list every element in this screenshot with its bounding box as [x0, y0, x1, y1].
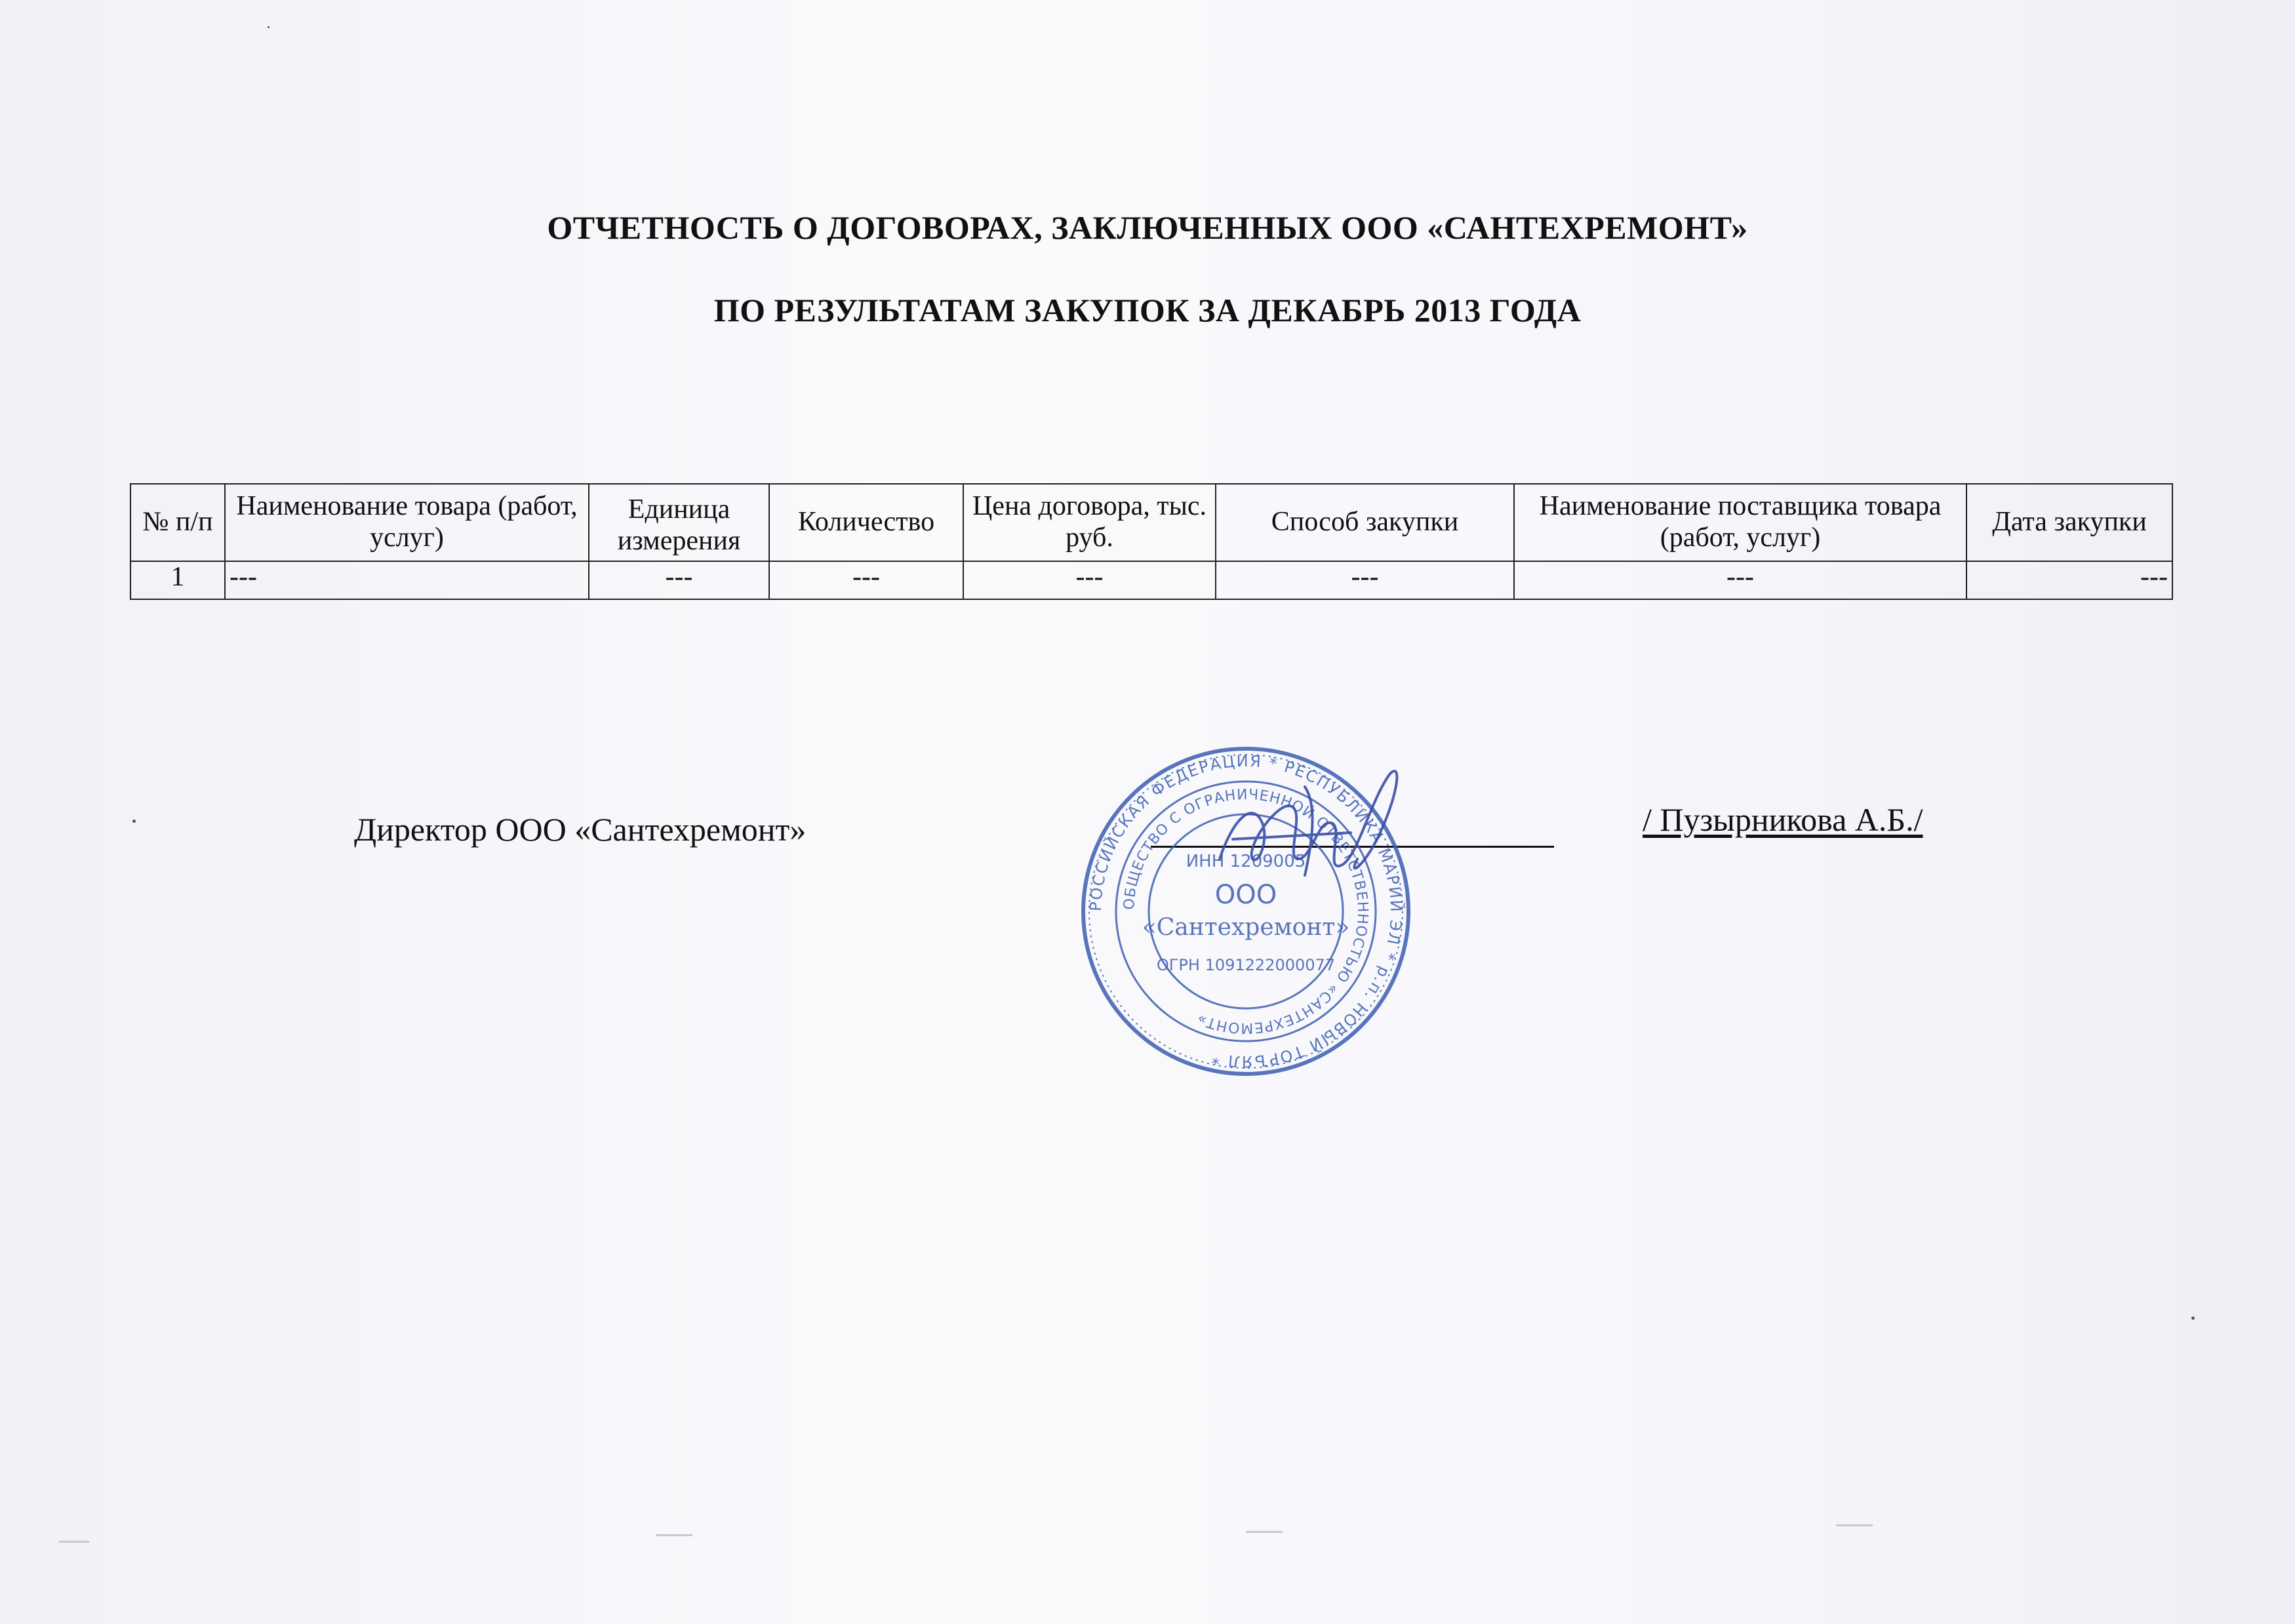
scan-mark	[1836, 1524, 1873, 1526]
seal-center-line-2: «Сантехремонт»	[1142, 914, 1350, 941]
column-header: Цена договора, тыс. руб.	[963, 484, 1216, 561]
document-title-line-1: ОТЧЕТНОСТЬ О ДОГОВОРАХ, ЗАКЛЮЧЕННЫХ ООО «САНТЕХРЕМОНТ»	[547, 209, 1748, 246]
column-header: Количество	[769, 484, 963, 561]
procurement-report-table	[130, 483, 2173, 600]
scan-mark	[1246, 1531, 1283, 1533]
table-row	[130, 561, 2172, 599]
table-cell: ---	[963, 561, 1216, 599]
table-cell: ---	[589, 561, 769, 599]
signatory-name: / Пузырникова А.Б./	[1643, 801, 1923, 838]
seal-outer-text: РОССИЙСКАЯ ФЕДЕРАЦИЯ * РЕСПУБЛИКА МАРИЙ ЭЛ * р.п. НОВЫЙ ТОРЪЯЛ *	[1086, 751, 1406, 1071]
seal-ogrn-text: ОГРН 1091222000077	[1156, 956, 1336, 974]
table-cell: ---	[769, 561, 963, 599]
signatory-position: Директор ООО «Сантехремонт»	[354, 811, 807, 848]
seal-inner-text: ОБЩЕСТВО С ОГРАНИЧЕННОЙ ОТВЕТСТВЕННОСТЬЮ «САНТЕХРЕМОНТ»	[1121, 786, 1371, 1037]
table-cell: 1	[130, 561, 225, 599]
table-header-row	[130, 484, 2172, 561]
column-header: Дата закупки	[1966, 484, 2172, 561]
scan-speck	[268, 26, 269, 28]
handwritten-signature	[1207, 761, 1423, 892]
table-cell: ---	[225, 561, 589, 599]
column-header: Единица измерения	[589, 484, 769, 561]
table-cell: ---	[1514, 561, 1966, 599]
scan-speck	[132, 820, 136, 823]
document-title-line-2: ПО РЕЗУЛЬТАТАМ ЗАКУПОК ЗА ДЕКАБРЬ 2013 ГОДА	[713, 292, 1582, 328]
column-header: Наименование товара (работ, услуг)	[225, 484, 589, 561]
seal-center-line-1: ООО	[1214, 880, 1277, 910]
table-cell: ---	[1966, 561, 2172, 599]
column-header: № п/п	[130, 484, 225, 561]
scan-mark	[59, 1541, 89, 1543]
column-header: Способ закупки	[1216, 484, 1514, 561]
scan-speck	[2191, 1317, 2195, 1320]
table-cell: ---	[1216, 561, 1514, 599]
seal-inn-text: ИНН 1209005	[1186, 852, 1306, 871]
scan-mark	[656, 1534, 692, 1536]
column-header: Наименование поставщика товара (работ, услуг)	[1514, 484, 1966, 561]
